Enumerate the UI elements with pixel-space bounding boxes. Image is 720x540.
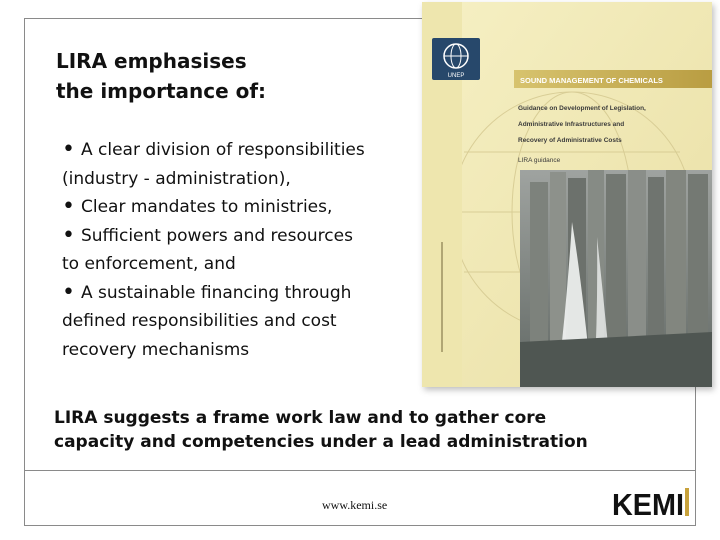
cover-subtitle: LIRA guidance (518, 157, 561, 164)
bullet-item (62, 279, 392, 308)
bullet-marker: • (62, 194, 75, 219)
waterfall-photo (520, 170, 712, 387)
bullet-list (62, 136, 392, 364)
bullet-text: recovery mechanisms (62, 339, 250, 360)
kemi-logo (610, 484, 690, 520)
bullet-text: A sustainable financing through (80, 282, 352, 303)
bullet-text: Sufficient powers and resources (80, 225, 353, 246)
bullet-item (62, 136, 392, 165)
summary-text (54, 406, 654, 454)
cover-title-line2: Administrative Infrastructures and (518, 121, 625, 128)
summary-line-1: LIRA suggests a frame work law and to gather core (54, 408, 547, 428)
cover-band-title: SOUND MANAGEMENT OF CHEMICALS (520, 76, 663, 85)
bullet-continuation (62, 165, 392, 194)
bullet-text: (industry - administration), (62, 168, 291, 189)
bullet-marker: • (62, 137, 75, 162)
cover-title-line1: Guidance on Development of Legislation, (518, 105, 646, 112)
bullet-text: defined responsibilities and cost (62, 311, 337, 331)
heading-line-1: LIRA emphasises (56, 49, 247, 73)
kemi-logo-accent (685, 488, 689, 516)
report-cover (422, 2, 712, 387)
cover-title-line3: Recovery of Administrative Costs (518, 137, 622, 144)
bullet-continuation (62, 336, 392, 365)
footer-divider (24, 470, 696, 471)
bullet-continuation (62, 250, 392, 279)
bullet-marker: • (62, 222, 75, 248)
kemi-logo-text: KEMI (612, 487, 684, 520)
slide-heading (56, 46, 396, 106)
bullet-text: Clear mandates to ministries, (80, 197, 333, 217)
bullet-text: to enforcement, and (62, 254, 236, 274)
bullet-marker: • (62, 279, 75, 305)
heading-line-2: the importance of: (56, 79, 267, 103)
bullet-item (62, 193, 392, 222)
bullet-text: A clear division of responsibilities (80, 140, 365, 160)
summary-line-2: capacity and competencies under a lead administration (54, 432, 588, 452)
website-link[interactable]: www.kemi.se (322, 498, 388, 512)
bullet-item (62, 222, 392, 251)
bullet-continuation (62, 307, 392, 336)
cover-org: UNEP (447, 73, 465, 79)
